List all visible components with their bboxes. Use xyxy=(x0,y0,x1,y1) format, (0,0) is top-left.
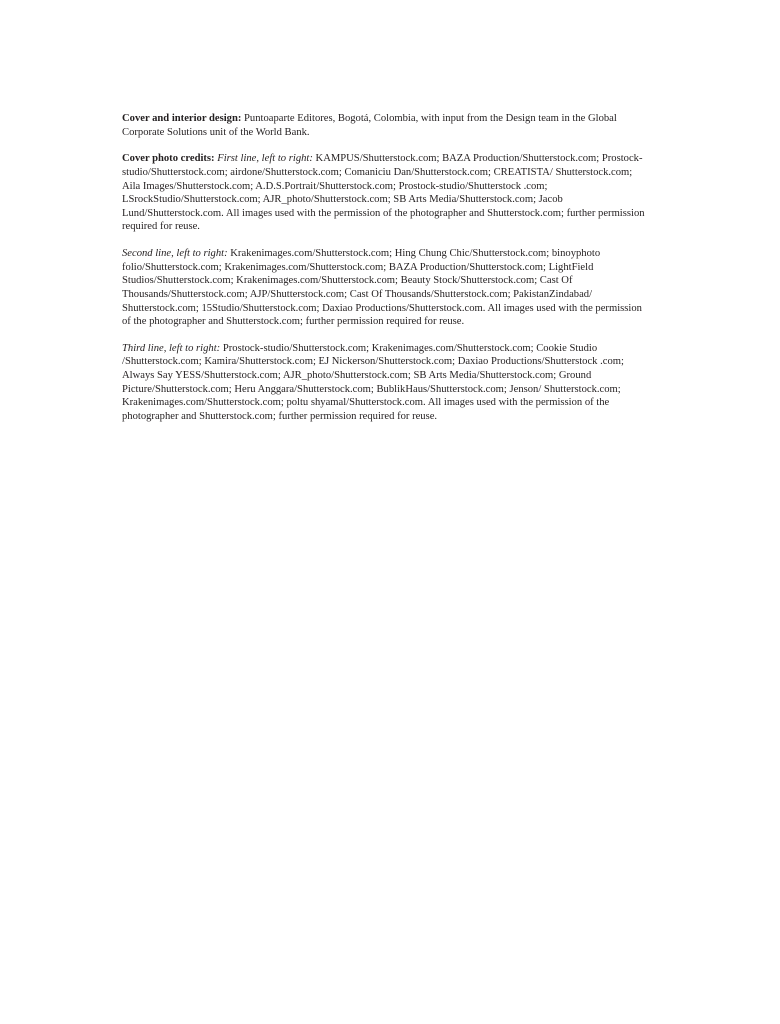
photo-credits-second-line-paragraph xyxy=(122,247,648,329)
photo-credits-label: Cover photo credits: xyxy=(122,153,215,165)
photo-credits-first-line-paragraph xyxy=(122,152,648,234)
first-line-lead: First line, left to right: xyxy=(217,153,313,165)
design-credit-paragraph xyxy=(122,112,648,139)
second-line-text: Krakenimages.com/Shutterstock.com; Hing Chung Chic/Shutterstock.com; binoyphoto folio/Shutterstock.com; Krakenimages.com/Shutterstock.com; BAZA Production/Shutterstock.com; LightField Studios/Shutterstock.com; Krakenimages.com/Shutterstock.com; Beauty Stock/Shutterstock.com; Cast Of Thousands/Shutterstock.com; AJP/Shutterstock.com; Cast Of Thousands/Shutterstock.com; PakistanZindabad/ Shutterstock.com; 15Studio/Shutterstock.com; Daxiao Productions/Shutterstock.com. All images used with the permission of the photographer and Shutterstock.com; further permission required for reuse. xyxy=(122,248,642,328)
design-credit-label: Cover and interior design: xyxy=(122,113,242,124)
second-line-lead: Second line, left to right: xyxy=(122,248,228,260)
first-line-text: KAMPUS/Shutterstock.com; BAZA Production/Shutterstock.com; Prostock-studio/Shutterstock.com; airdone/Shutterstock.com; Comaniciu Dan/Shutterstock.com; CREATISTA/ Shutterstock.com; Aila Images/Shutterstock.com; A.D.S.Portrait/Shutterstock.com; Prostock-studio/Shutterstock .com; LSrockStudio/Shutterstock.com; AJR_photo/Shutterstock.com; SB Arts Media/Shutterstock.com; Jacob Lund/Shutterstock.com. All images used with the permission of the photographer and Shutterstock.com; further permission required for reuse. xyxy=(122,153,645,233)
third-line-lead: Third line, left to right: xyxy=(122,342,221,354)
photo-credits-third-line-paragraph xyxy=(122,342,648,424)
design-credit-text: Puntoaparte Editores, Bogotá, Colombia, with input from the Design team in the Global Corporate Solutions unit of the World Bank. xyxy=(122,113,617,138)
third-line-text: Prostock-studio/Shutterstock.com; Krakenimages.com/Shutterstock.com; Cookie Studio /Shutterstock.com; Kamira/Shutterstock.com; EJ Nickerson/Shutterstock.com; Daxiao Productions/Shutterstock .com; Always Say YESS/Shutterstock.com; AJR_photo/Shutterstock.com; SB Arts Media/Shutterstock.com; Ground Picture/Shutterstock.com; Heru Anggara/Shutterstock.com; BublikHaus/Shutterstock.com; Jenson/ Shutterstock.com; Krakenimages.com/Shutterstock.com; poltu shyamal/Shutterstock.com. All images used with the permission of the photographer and Shutterstock.com; further permission required for reuse. xyxy=(122,342,624,422)
credits-page xyxy=(122,112,648,437)
